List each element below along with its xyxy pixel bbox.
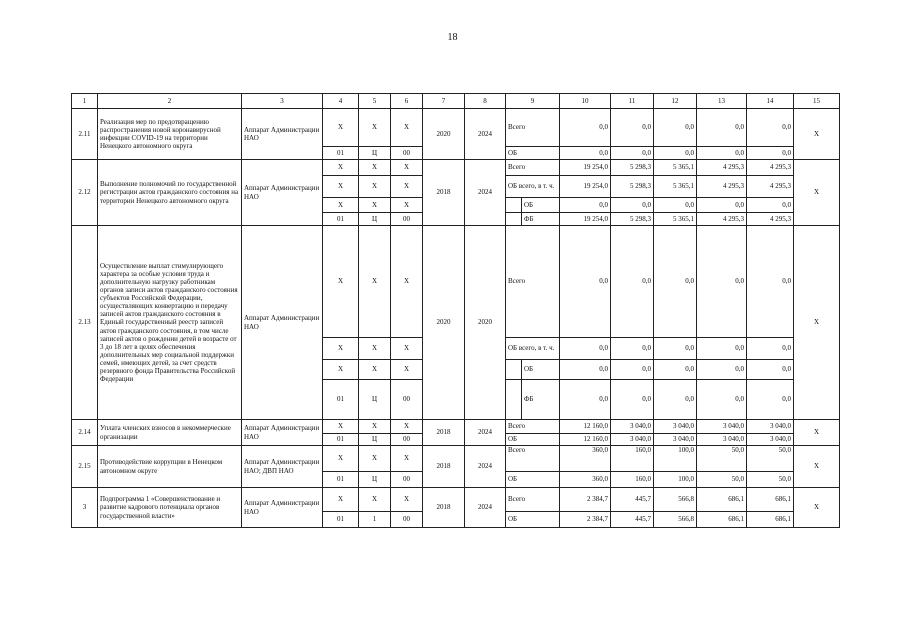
value-cell: 2 384,7 <box>560 512 611 528</box>
col15-cell: Х <box>794 420 840 446</box>
header-cell: 7 <box>423 94 465 109</box>
start-year: 2020 <box>423 226 465 420</box>
value-cell: 4 295,3 <box>747 160 794 176</box>
value-cell: 100,0 <box>654 472 697 488</box>
code-cell: 00 <box>391 434 423 446</box>
code-cell: Х <box>359 198 391 213</box>
value-cell: 0,0 <box>654 338 697 360</box>
value-cell: 3 040,0 <box>611 420 654 434</box>
code-cell: 01 <box>323 213 359 226</box>
code-cell: Х <box>391 109 423 147</box>
value-cell: 160,0 <box>611 446 654 472</box>
code-cell: 00 <box>391 213 423 226</box>
code-cell: Х <box>391 420 423 434</box>
row-name: Осуществление выплат стимулирующего характера за особые условия труда и дополнительную нагрузку работникам органов записи актов гражданского состояния субъектов Российской Федерации, осуществляющих конвертацию и передачу записей актов гражданского состояния в Единый государственный реестр записей актов гражданского состояния, в том числе записей актов о рождении детей в возрасте от 3 до 18 лет в целях обеспечения дополнительных мер социальной поддержки семей, имеющих детей, за счет средств резервного фонда Правительства Российской Федерации <box>98 226 242 420</box>
value-cell: 445,7 <box>611 488 654 512</box>
code-cell: Х <box>323 198 359 213</box>
value-cell: 19 254,0 <box>560 213 611 226</box>
code-cell: Ц <box>359 434 391 446</box>
value-cell: 5 298,3 <box>611 176 654 198</box>
end-year: 2024 <box>465 109 506 160</box>
value-cell: 50,0 <box>697 472 747 488</box>
code-cell: Х <box>359 226 391 338</box>
value-cell: 566,8 <box>654 488 697 512</box>
header-cell: 11 <box>611 94 654 109</box>
source-label: Всего <box>506 488 560 512</box>
value-cell: 3 040,0 <box>697 434 747 446</box>
table-row <box>72 420 840 434</box>
value-cell: 0,0 <box>654 198 697 213</box>
table-row <box>72 160 840 176</box>
code-cell: 01 <box>323 434 359 446</box>
row-number: 2.13 <box>72 226 98 420</box>
code-cell: Х <box>391 198 423 213</box>
value-cell: 566,8 <box>654 512 697 528</box>
col15-cell: Х <box>794 446 840 488</box>
code-cell: Ц <box>359 213 391 226</box>
budget-table <box>71 93 840 528</box>
header-row <box>72 94 840 109</box>
value-cell: 360,0 <box>560 446 611 472</box>
code-cell: Х <box>323 446 359 472</box>
code-cell: Х <box>391 226 423 338</box>
start-year: 2020 <box>423 109 465 160</box>
code-cell: Х <box>323 360 359 380</box>
value-cell: 0,0 <box>697 380 747 420</box>
indent-cell <box>506 213 522 226</box>
start-year: 2018 <box>423 446 465 488</box>
value-cell: 0,0 <box>560 226 611 338</box>
value-cell: 4 295,3 <box>697 213 747 226</box>
source-label: Всего <box>506 420 560 434</box>
row-name: Реализация мер по предотвращению распространения новой коронавирусной инфекции COVID-19 на территории Ненецкого автономного округа <box>98 109 242 160</box>
value-cell: 0,0 <box>747 147 794 160</box>
row-name: Противодействие коррупции в Ненецком автономном округе <box>98 446 242 488</box>
value-cell: 3 040,0 <box>747 420 794 434</box>
source-label: ФБ <box>522 380 560 420</box>
start-year: 2018 <box>423 420 465 446</box>
value-cell: 0,0 <box>611 360 654 380</box>
row-number: 2.15 <box>72 446 98 488</box>
code-cell: Ц <box>359 380 391 420</box>
value-cell: 19 254,0 <box>560 176 611 198</box>
code-cell: Х <box>359 420 391 434</box>
value-cell: 0,0 <box>611 226 654 338</box>
value-cell: 4 295,3 <box>747 176 794 198</box>
header-cell: 6 <box>391 94 423 109</box>
table-row <box>72 109 840 147</box>
code-cell: Х <box>359 446 391 472</box>
code-cell: Х <box>359 360 391 380</box>
row-executor: Аппарат Администрации НАО <box>242 226 323 420</box>
header-cell: 8 <box>465 94 506 109</box>
code-cell: 00 <box>391 147 423 160</box>
col15-cell: Х <box>794 160 840 226</box>
source-label: Всего <box>506 160 560 176</box>
code-cell: Х <box>323 420 359 434</box>
row-executor: Аппарат Администрации НАО <box>242 109 323 160</box>
value-cell: 686,1 <box>697 488 747 512</box>
indent-cell <box>506 380 522 420</box>
code-cell: Х <box>323 488 359 512</box>
row-name: Уплата членских взносов в некоммерческие организации <box>98 420 242 446</box>
value-cell: 3 040,0 <box>697 420 747 434</box>
code-cell: 00 <box>391 380 423 420</box>
value-cell: 0,0 <box>654 147 697 160</box>
header-cell: 10 <box>560 94 611 109</box>
code-cell: 01 <box>323 472 359 488</box>
header-cell: 5 <box>359 94 391 109</box>
source-label: ОБ <box>506 147 560 160</box>
value-cell: 0,0 <box>560 198 611 213</box>
value-cell: 19 254,0 <box>560 160 611 176</box>
code-cell: Х <box>359 488 391 512</box>
value-cell: 4 295,3 <box>747 213 794 226</box>
row-executor: Аппарат Администрации НАО <box>242 160 323 226</box>
code-cell: Ц <box>359 147 391 160</box>
header-cell: 3 <box>242 94 323 109</box>
table-row <box>72 488 840 512</box>
code-cell: 01 <box>323 380 359 420</box>
value-cell: 0,0 <box>747 198 794 213</box>
code-cell: Х <box>391 360 423 380</box>
source-label: ОБ <box>522 360 560 380</box>
value-cell: 0,0 <box>697 226 747 338</box>
col15-cell: Х <box>794 488 840 528</box>
col15-cell: Х <box>794 109 840 160</box>
page-number: 18 <box>447 32 458 43</box>
header-cell: 4 <box>323 94 359 109</box>
source-label: Всего <box>506 109 560 147</box>
row-number: 2.11 <box>72 109 98 160</box>
header-cell: 12 <box>654 94 697 109</box>
value-cell: 0,0 <box>697 198 747 213</box>
code-cell: Х <box>359 176 391 198</box>
code-cell: Х <box>323 160 359 176</box>
row-executor: Аппарат Администрации НАО <box>242 420 323 446</box>
indent-cell <box>506 360 522 380</box>
header-cell: 9 <box>506 94 560 109</box>
source-label: ОБ всего, в т. ч. <box>506 176 560 198</box>
indent-cell <box>506 198 522 213</box>
value-cell: 0,0 <box>747 226 794 338</box>
value-cell: 0,0 <box>560 380 611 420</box>
value-cell: 12 160,0 <box>560 434 611 446</box>
value-cell: 0,0 <box>654 380 697 420</box>
end-year: 2024 <box>465 446 506 488</box>
header-cell: 15 <box>794 94 840 109</box>
code-cell: 00 <box>391 512 423 528</box>
code-cell: Х <box>391 160 423 176</box>
value-cell: 0,0 <box>697 338 747 360</box>
value-cell: 0,0 <box>611 147 654 160</box>
header-cell: 1 <box>72 94 98 109</box>
header-cell: 2 <box>98 94 242 109</box>
row-executor: Аппарат Администрации НАО <box>242 488 323 528</box>
value-cell: 4 295,3 <box>697 176 747 198</box>
table-row <box>72 446 840 472</box>
value-cell: 100,0 <box>654 446 697 472</box>
value-cell: 0,0 <box>560 147 611 160</box>
code-cell: 01 <box>323 147 359 160</box>
end-year: 2024 <box>465 420 506 446</box>
value-cell: 5 365,1 <box>654 176 697 198</box>
source-label: ОБ всего, в т. ч. <box>506 338 560 360</box>
value-cell: 4 295,3 <box>697 160 747 176</box>
value-cell: 50,0 <box>747 472 794 488</box>
value-cell: 5 298,3 <box>611 213 654 226</box>
row-executor: Аппарат Администрации НАО; ДВП НАО <box>242 446 323 488</box>
value-cell: 686,1 <box>697 512 747 528</box>
code-cell: Х <box>391 446 423 472</box>
row-name: Подпрограмма 1 «Совершенствование и развитие кадрового потенциала органов государственной власти» <box>98 488 242 528</box>
value-cell: 0,0 <box>747 338 794 360</box>
value-cell: 3 040,0 <box>611 434 654 446</box>
value-cell: 0,0 <box>560 338 611 360</box>
value-cell: 686,1 <box>747 512 794 528</box>
code-cell: Х <box>391 176 423 198</box>
value-cell: 2 384,7 <box>560 488 611 512</box>
value-cell: 0,0 <box>654 109 697 147</box>
value-cell: 50,0 <box>747 446 794 472</box>
start-year: 2018 <box>423 160 465 226</box>
header-cell: 14 <box>747 94 794 109</box>
code-cell: Ц <box>359 472 391 488</box>
value-cell: 0,0 <box>654 360 697 380</box>
row-number: 2.14 <box>72 420 98 446</box>
col15-cell: Х <box>794 226 840 420</box>
source-label: ОБ <box>506 434 560 446</box>
value-cell: 360,0 <box>560 472 611 488</box>
code-cell: Х <box>323 176 359 198</box>
code-cell: Х <box>391 488 423 512</box>
value-cell: 12 160,0 <box>560 420 611 434</box>
code-cell: 00 <box>391 472 423 488</box>
table-row <box>72 226 840 338</box>
value-cell: 3 040,0 <box>654 434 697 446</box>
row-number: 3 <box>72 488 98 528</box>
code-cell: Х <box>359 109 391 147</box>
code-cell: Х <box>323 226 359 338</box>
code-cell: Х <box>391 338 423 360</box>
source-label: ОБ <box>522 198 560 213</box>
value-cell: 0,0 <box>611 338 654 360</box>
value-cell: 0,0 <box>560 109 611 147</box>
row-number: 2.12 <box>72 160 98 226</box>
value-cell: 0,0 <box>654 226 697 338</box>
value-cell: 0,0 <box>611 380 654 420</box>
value-cell: 0,0 <box>747 360 794 380</box>
code-cell: 01 <box>323 512 359 528</box>
value-cell: 686,1 <box>747 488 794 512</box>
start-year: 2018 <box>423 488 465 528</box>
end-year: 2020 <box>465 226 506 420</box>
code-cell: Х <box>323 109 359 147</box>
end-year: 2024 <box>465 160 506 226</box>
value-cell: 0,0 <box>611 109 654 147</box>
value-cell: 0,0 <box>697 109 747 147</box>
source-label: Всего <box>506 446 560 472</box>
value-cell: 0,0 <box>560 360 611 380</box>
value-cell: 5 365,1 <box>654 160 697 176</box>
value-cell: 0,0 <box>747 380 794 420</box>
source-label: ОБ <box>506 512 560 528</box>
source-label: ФБ <box>522 213 560 226</box>
value-cell: 3 040,0 <box>747 434 794 446</box>
value-cell: 5 365,1 <box>654 213 697 226</box>
value-cell: 0,0 <box>697 360 747 380</box>
code-cell: Х <box>359 160 391 176</box>
end-year: 2024 <box>465 488 506 528</box>
code-cell: Х <box>359 338 391 360</box>
code-cell: Х <box>323 338 359 360</box>
source-label: Всего <box>506 226 560 338</box>
header-cell: 13 <box>697 94 747 109</box>
value-cell: 5 298,3 <box>611 160 654 176</box>
value-cell: 50,0 <box>697 446 747 472</box>
code-cell: 1 <box>359 512 391 528</box>
row-name: Выполнение полномочий по государственной регистрации актов гражданского состояния на территории Ненецкого автономного округа <box>98 160 242 226</box>
value-cell: 3 040,0 <box>654 420 697 434</box>
value-cell: 0,0 <box>611 198 654 213</box>
value-cell: 160,0 <box>611 472 654 488</box>
value-cell: 445,7 <box>611 512 654 528</box>
value-cell: 0,0 <box>697 147 747 160</box>
source-label: ОБ <box>506 472 560 488</box>
value-cell: 0,0 <box>747 109 794 147</box>
